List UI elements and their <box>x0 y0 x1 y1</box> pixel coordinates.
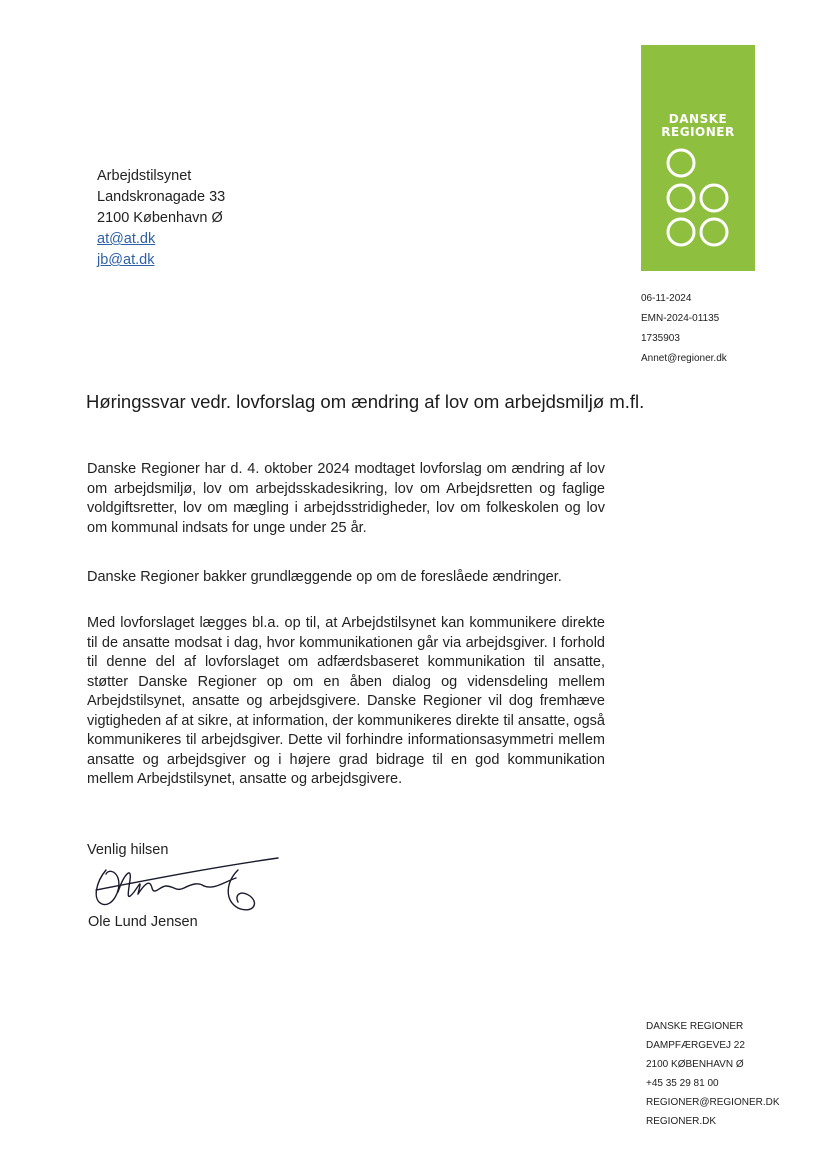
recipient-email-link-1[interactable]: at@at.dk <box>97 231 156 247</box>
signer-name: Ole Lund Jensen <box>88 914 198 930</box>
handwritten-signature <box>88 852 288 914</box>
logo-circles-icon <box>641 45 755 271</box>
logo-wordmark: DANSKE REGIONER <box>661 112 735 139</box>
meta-doc-number: 1735903 <box>641 333 680 344</box>
footer-street: DAMPFÆRGEVEJ 22 <box>646 1040 745 1051</box>
footer-phone: +45 35 29 81 00 <box>646 1078 719 1089</box>
danske-regioner-logo <box>641 45 755 271</box>
meta-date: 06-11-2024 <box>641 293 692 304</box>
body-paragraph-3: Med lovforslaget lægges bl.a. op til, at Arbejdstilsynet kan kommunikere direkte til de ansatte modsat i dag, hvor kommunikationen går via arbejdsgiver. I forhold til denne del af lovforslaget om adfærdsbaseret kommunikation til ansatte, støtter Danske Regioner op om en åben dialog og vidensdeling mellem Arbejdstilsynet, ansatte og arbejdsgivere. Danske Regioner vil dog fremhæve vigtigheden af at sikre, at information, der kommunikeres direkte til ansatte, også kommunikeres til arbejdsgiver. Dette vil forhindre informationsasymmetri mellem ansatte og arbejdsgiver og i højere grad bidrage til en god kommunikation mellem Arbejdstilsynet, ansatte og arbejdsgivere. <box>87 615 605 787</box>
footer-email: REGIONER@REGIONER.DK <box>646 1097 780 1108</box>
footer-org: DANSKE REGIONER <box>646 1021 744 1032</box>
footer-address <box>646 1017 780 1131</box>
document-title: Høringssvar vedr. lovforslag om ændring af lov om arbejdsmiljø m.fl. <box>86 391 645 412</box>
footer-city: 2100 KØBENHAVN Ø <box>646 1059 744 1070</box>
recipient-street: Landskronagade 33 <box>97 189 226 205</box>
recipient-email-link-2[interactable]: jb@at.dk <box>97 252 155 268</box>
body-paragraph-1: Danske Regioner har d. 4. oktober 2024 modtaget lovforslag om ændring af lov om arbejdsmiljø, lov om arbejdsskadesikring, lov om Arbejdsretten og faglige voldgiftsretter, lov om mægling i arbejdsstridigheder, lov om folkeskolen og lov om kommunal indsats for unge under 25 år. <box>87 461 605 536</box>
document-meta <box>641 289 727 369</box>
recipient-city: 2100 København Ø <box>97 210 223 226</box>
closing-greeting: Venlig hilsen <box>87 842 169 858</box>
footer-web: REGIONER.DK <box>646 1116 717 1127</box>
body-paragraph-2: Danske Regioner bakker grundlæggende op om de foreslåede ændringer. <box>87 569 562 585</box>
meta-email: Annet@regioner.dk <box>641 353 727 364</box>
recipient-address <box>97 166 225 271</box>
meta-case-number: EMN-2024-01135 <box>641 313 720 324</box>
recipient-name: Arbejdstilsynet <box>97 168 192 184</box>
